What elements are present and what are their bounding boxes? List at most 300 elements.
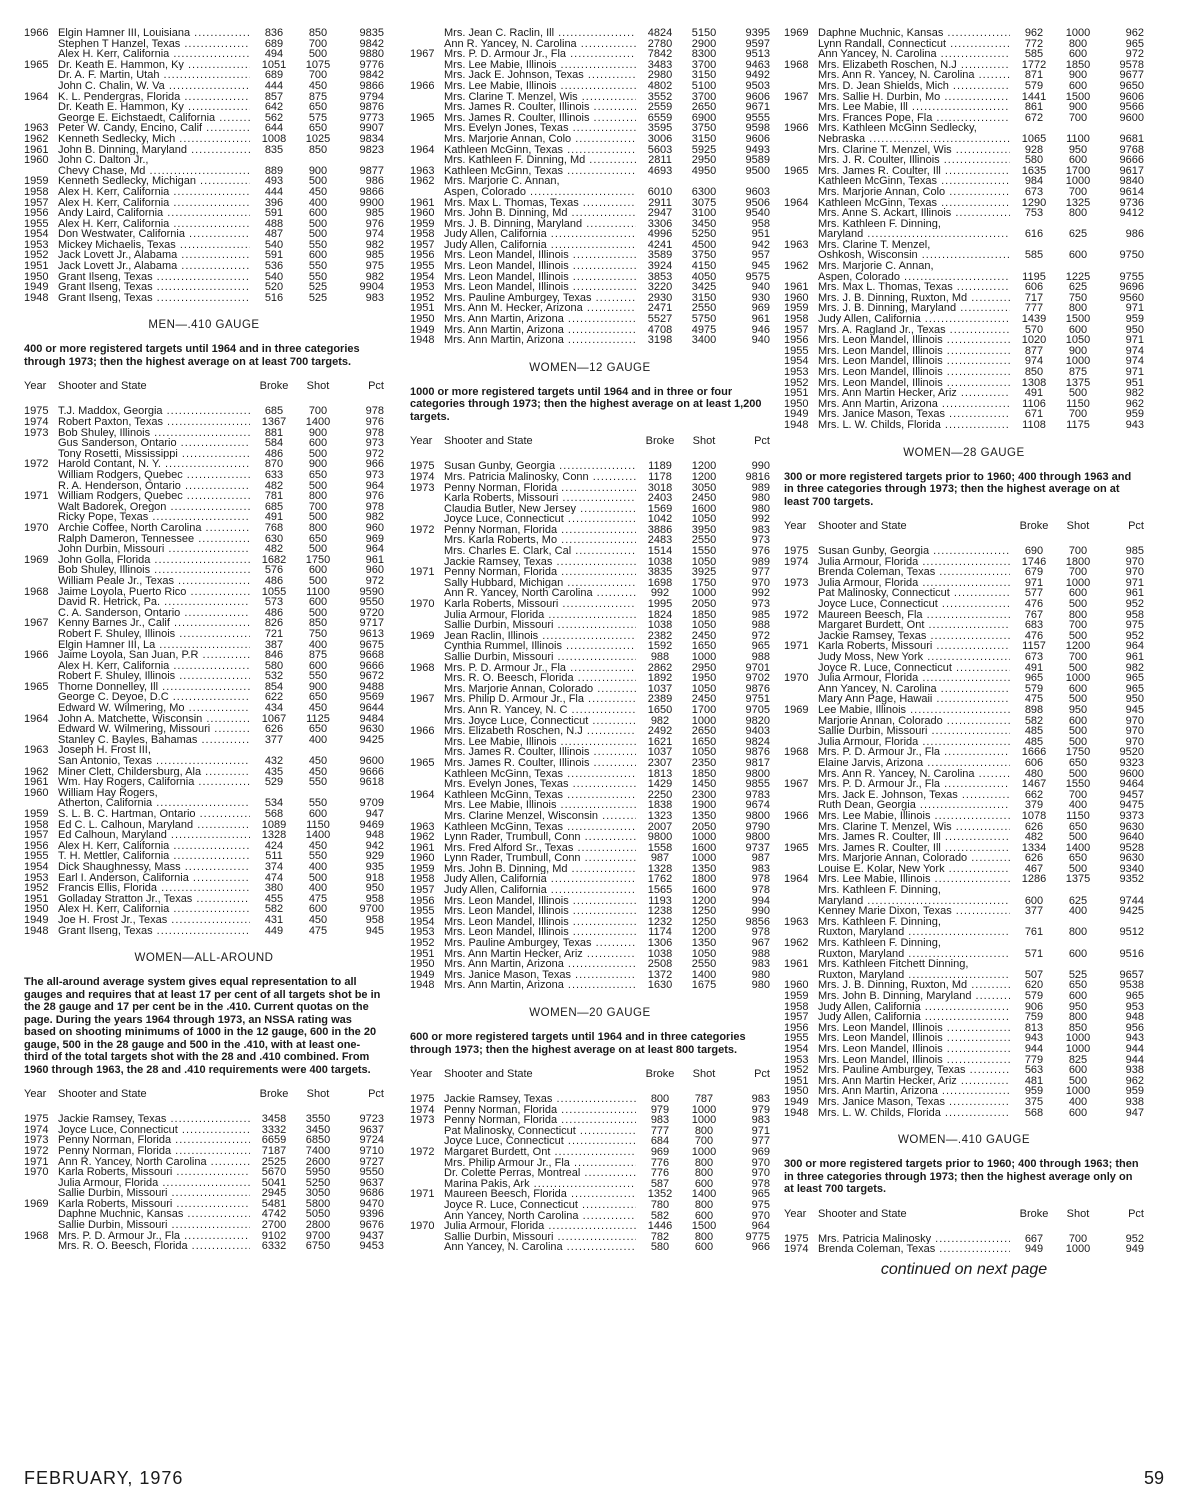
shooter-cell: Mrs. Ann Martin, Arizona ..... (444, 980, 636, 991)
pct-cell: 9876 (745, 746, 770, 759)
table-row (24, 703, 384, 714)
table-row (410, 145, 770, 156)
pct-cell: 964 (1125, 640, 1144, 653)
pct-cell: 988 (751, 947, 770, 960)
table-row (410, 853, 770, 864)
table-row (24, 1241, 384, 1252)
shooter-cell: Ruxton, Maryland ..... (818, 970, 1010, 981)
pct-cell: 9590 (359, 585, 384, 598)
pct-cell: 985 (1125, 545, 1144, 558)
broke-cell: 871 (1024, 69, 1044, 82)
table-row (24, 219, 384, 230)
table-row (784, 1244, 1144, 1255)
shot-cell: 550 (308, 670, 328, 683)
shooter-cell: Mrs. A. Ragland Jr., Texas ..... (818, 325, 1010, 336)
pct-cell: 938 (1125, 1064, 1144, 1077)
broke-cell: 965 (1024, 672, 1044, 685)
year-cell (410, 504, 444, 515)
table-row (784, 959, 1144, 970)
column-header: Broke (645, 435, 675, 448)
broke-cell: 3198 (647, 334, 673, 347)
pct-cell: 9606 (745, 132, 770, 145)
shooter-cell: Wm. Hay Rogers, California ..... (58, 777, 250, 788)
shot-cell: 750 (1068, 291, 1088, 304)
year-cell (410, 811, 444, 822)
shot-cell: 1350 (691, 809, 717, 822)
shooter-cell: Mickey Michaelis, Texas ..... (58, 240, 250, 251)
year-cell (784, 187, 818, 198)
broke-cell: 1055 (261, 585, 287, 598)
year-cell: 1959 (24, 808, 49, 820)
shot-cell: 450 (308, 702, 328, 715)
table-row (784, 864, 1144, 875)
table-row (784, 314, 1144, 325)
broke-cell: 1037 (647, 682, 673, 695)
broke-cell: 1630 (647, 979, 673, 992)
shooter-cell: Bob Shuley, Illinois ..... (58, 428, 250, 439)
pct-cell: 9412 (1119, 207, 1144, 220)
table-row (24, 661, 384, 672)
shooter-cell: Mrs. Clarine T. Menzel, Wis ..... (818, 822, 1010, 833)
shot-cell: 1500 (1065, 90, 1091, 103)
broke-cell: 759 (1024, 1011, 1044, 1024)
table-row (784, 60, 1144, 71)
broke-cell: 475 (1024, 693, 1044, 706)
table-row (410, 599, 770, 610)
shooter-cell: Ed Calhoun, Maryland ..... (58, 830, 250, 841)
shot-cell: 550 (308, 260, 328, 273)
shot-cell: 550 (308, 797, 328, 810)
shot-cell: 3950 (691, 523, 717, 536)
pct-cell: 9637 (359, 1123, 384, 1136)
year-cell: 1968 (784, 58, 809, 71)
pct-cell: 9597 (745, 37, 770, 50)
year-cell: 1972 (784, 608, 809, 621)
year-cell (410, 1242, 444, 1253)
broke-cell: 1352 (647, 1188, 673, 1201)
pct-cell: 944 (1125, 1042, 1144, 1055)
shooter-cell: Marjorie Annan, Colorado ..... (818, 716, 1010, 727)
pct-cell: 940 (751, 281, 770, 294)
table-row (24, 862, 384, 873)
table-row (784, 367, 1144, 378)
table-row (410, 1094, 770, 1105)
shooter-cell: Alex H. Kerr, California ..... (58, 198, 250, 209)
pct-cell: 971 (1125, 576, 1144, 589)
pct-cell: 9463 (745, 58, 770, 71)
table-row (410, 557, 770, 568)
year-cell (410, 737, 444, 748)
shot-cell: 2550 (691, 302, 717, 315)
shooter-cell: Jackie Ramsey, Texas ..... (444, 557, 636, 568)
table-header (784, 520, 1144, 532)
year-cell: 1970 (24, 1166, 49, 1179)
broke-cell: 3924 (647, 260, 673, 273)
shot-cell: 600 (308, 903, 328, 916)
pct-cell: 972 (365, 574, 384, 587)
shot-cell: 700 (1068, 788, 1088, 801)
shot-cell: 500 (308, 543, 328, 556)
table-row (410, 970, 770, 981)
shooter-cell: Mrs. R. O. Beesch, Florida ..... (58, 1241, 250, 1252)
shooter-cell: John B. Dinning, Maryland ..... (58, 145, 250, 156)
year-cell (24, 1178, 58, 1189)
column-header: Shooter and State (818, 520, 907, 533)
table-row (24, 481, 384, 492)
table-row (784, 70, 1144, 81)
year-cell (410, 134, 444, 145)
shooter-cell: Mary Ann Page, Hawaii ..... (818, 694, 1010, 705)
shooter-cell: Kenney Marie Dixon, Texas ..... (818, 906, 1010, 917)
shooter-cell: Pat Malinosky, Connecticut ..... (444, 1126, 636, 1137)
table-row (410, 1189, 770, 1200)
year-cell: 1967 (410, 48, 435, 61)
shooter-cell: Golladay Stratton Jr., Texas ..... (58, 894, 250, 905)
pct-cell: 9352 (1119, 873, 1144, 886)
shot-cell: 1050 (691, 682, 717, 695)
table-row (784, 800, 1144, 811)
shot-cell: 7400 (305, 1144, 331, 1157)
shot-cell: 950 (1068, 143, 1088, 156)
broke-cell: 672 (1024, 111, 1044, 124)
year-cell: 1959 (410, 862, 435, 875)
pct-cell: 994 (751, 894, 770, 907)
year-cell (410, 535, 444, 546)
table-row (410, 28, 770, 39)
pct-cell: 947 (1125, 1106, 1144, 1119)
shooter-cell: Mrs. Leon Mandel, Illinois ..... (444, 917, 636, 928)
year-cell (410, 578, 444, 589)
table-row (24, 1157, 384, 1168)
shooter-cell: Mrs. Leon Mandel, Illinois ..... (818, 1044, 1010, 1055)
table-row (784, 134, 1144, 145)
shot-cell: 450 (308, 765, 328, 778)
broke-cell: 2930 (647, 291, 673, 304)
pct-cell: 973 (751, 598, 770, 611)
year-cell: 1974 (410, 470, 435, 483)
table-row (24, 830, 384, 841)
shot-cell: 1200 (691, 926, 717, 939)
broke-cell: 671 (1024, 408, 1044, 421)
table-row (410, 1136, 770, 1147)
pct-cell: 930 (751, 291, 770, 304)
broke-cell: 435 (264, 765, 284, 778)
shot-cell: 5250 (305, 1176, 331, 1189)
pct-cell: 9555 (745, 111, 770, 124)
pct-cell: 965 (1125, 37, 1144, 50)
pct-cell: 9469 (359, 818, 384, 831)
year-cell: 1961 (24, 143, 49, 156)
pct-cell: 942 (365, 839, 384, 852)
broke-cell: 579 (1024, 79, 1044, 92)
shooter-cell: Kathleen McGinn, Texas ..... (444, 769, 636, 780)
pct-cell: 967 (751, 937, 770, 950)
shooter-cell: Mrs. J. B. Dinning, Maryland ..... (444, 219, 636, 230)
shooter-cell: Mrs. Leon Mandel, Illinois ..... (818, 1055, 1010, 1066)
year-cell (24, 597, 58, 608)
broke-cell: 1467 (1021, 778, 1047, 791)
shooter-cell: Mrs. Ann M. Hecker, Arizona ..... (444, 303, 636, 314)
shooter-cell: Mrs. Leon Mandel, Illinois ..... (818, 346, 1010, 357)
pct-cell: 9516 (1119, 947, 1144, 960)
shot-cell: 787 (694, 1093, 714, 1105)
shooter-cell: Mrs. Leon Mandel, Illinois ..... (444, 250, 636, 261)
table-row (410, 620, 770, 631)
table-row (784, 1065, 1144, 1076)
shooter-cell: Penny Norman, Florida ..... (444, 483, 636, 494)
broke-cell: 9800 (647, 831, 673, 844)
table-row (784, 356, 1144, 367)
shooter-cell: Alex H. Kerr, California ..... (58, 661, 250, 672)
table-row (24, 134, 384, 145)
year-cell (410, 641, 444, 652)
column-header: Pct (1128, 520, 1144, 533)
pct-cell: 969 (751, 1145, 770, 1158)
shooter-cell: Daphne Muchnic, Kansas ..... (818, 28, 1010, 39)
table-row (24, 745, 384, 756)
shooter-cell: John C. Dalton Jr., (58, 155, 149, 166)
broke-cell: 474 (264, 871, 284, 884)
shot-cell: 5950 (305, 1166, 331, 1179)
shot-cell: 550 (308, 776, 328, 789)
broke-cell: 1698 (647, 576, 673, 589)
year-cell: 1956 (24, 207, 49, 220)
record-section (784, 28, 1144, 431)
pct-cell: 9666 (359, 765, 384, 778)
table-row (410, 261, 770, 272)
shooter-cell: Robert F. Shuley, Illinois ..... (58, 671, 250, 682)
broke-cell: 587 (650, 1177, 670, 1190)
broke-cell: 3483 (647, 58, 673, 71)
shooter-cell: Mrs. Kathleen Fitchett Dinning, (818, 959, 969, 970)
pct-cell: 978 (365, 500, 384, 513)
pct-cell: 978 (751, 1177, 770, 1190)
table-row (784, 420, 1144, 431)
broke-cell: 983 (650, 1114, 670, 1127)
table-row (24, 1135, 384, 1146)
table-row (24, 534, 384, 545)
pct-cell: 969 (365, 532, 384, 545)
pct-cell: 9723 (359, 1113, 384, 1126)
pct-cell: 9816 (745, 470, 770, 483)
section-title: WOMEN—28 GAUGE (903, 446, 1025, 459)
table-row (410, 187, 770, 198)
broke-cell: 568 (1024, 1106, 1044, 1119)
pct-cell: 966 (751, 1241, 770, 1254)
shot-cell: 3425 (691, 281, 717, 294)
broke-cell: 1195 (1022, 270, 1046, 283)
pct-cell: 9437 (359, 1229, 384, 1242)
shot-cell: 1200 (691, 894, 717, 907)
table-row (784, 1033, 1144, 1044)
shooter-cell: Louise E. Kolar, New York ..... (818, 864, 1010, 875)
shooter-cell: Aspen, Colorado ..... (818, 272, 1010, 283)
shot-cell: 400 (308, 860, 328, 873)
table-row (24, 155, 384, 166)
record-section (784, 447, 1144, 1119)
shooter-cell: Karla Roberts, Missouri ..... (818, 641, 1010, 652)
broke-cell: 979 (650, 1103, 670, 1116)
year-cell: 1963 (784, 915, 809, 928)
table-row (410, 1232, 770, 1243)
broke-cell: 626 (1024, 852, 1044, 865)
year-cell (24, 629, 58, 640)
pct-cell: 971 (1125, 302, 1144, 315)
shooter-cell: Mrs. Marjorie Annan, Colo ..... (444, 134, 636, 145)
pct-cell: 970 (1125, 555, 1144, 568)
shot-cell: 1350 (691, 862, 717, 875)
broke-cell: 562 (264, 111, 284, 124)
table-row (410, 514, 770, 525)
year-cell: 1964 (410, 788, 435, 801)
year-cell: 1959 (784, 990, 809, 1002)
broke-cell: 1323 (647, 809, 673, 822)
shot-cell: 550 (308, 238, 328, 251)
shooter-cell: Chevy Chase, Md ..... (58, 166, 250, 177)
year-cell (784, 102, 818, 113)
column-1 (24, 28, 384, 1252)
shot-cell: 3450 (691, 217, 717, 230)
shooter-cell: John A. Matchette, Wisconsin ..... (58, 714, 250, 725)
year-cell: 1952 (784, 376, 809, 389)
shooter-cell: Mrs. Evelyn Jones, Texas ..... (444, 779, 636, 790)
pct-cell: 951 (751, 228, 770, 241)
year-cell: 1960 (24, 786, 49, 799)
pct-cell: 962 (1125, 397, 1144, 410)
table-row (24, 1188, 384, 1199)
shot-cell: 450 (308, 913, 328, 926)
shot-cell: 1050 (691, 619, 717, 632)
year-cell: 1961 (410, 196, 435, 209)
pct-cell: 986 (1125, 228, 1144, 241)
year-cell: 1975 (24, 1113, 49, 1126)
shooter-cell: Ann R. Yancey, North Carolina ..... (58, 1157, 250, 1168)
table-row (410, 779, 770, 790)
shooter-cell: Mrs. Kathleen McGinn Sedlecky, (818, 123, 977, 134)
table-row (410, 747, 770, 758)
table-row (410, 822, 770, 833)
broke-cell: 870 (264, 458, 284, 471)
shooter-cell: Sallie Durbin, Missouri ..... (444, 1232, 636, 1243)
table-row (24, 576, 384, 587)
table-row (24, 544, 384, 555)
shot-cell: 1550 (691, 545, 717, 558)
pct-cell: 977 (751, 566, 770, 579)
year-cell: 1951 (784, 1074, 809, 1087)
year-cell: 1960 (24, 154, 49, 167)
broke-cell: 494 (264, 48, 284, 61)
table-row (410, 949, 770, 960)
year-cell: 1948 (24, 924, 49, 937)
table-row (410, 461, 770, 472)
broke-cell: 3220 (647, 281, 673, 294)
shooter-cell: Alex H. Kerr, California ..... (58, 904, 250, 915)
shot-cell: 5925 (691, 143, 717, 156)
table-row (784, 229, 1144, 240)
year-cell: 1974 (24, 1123, 49, 1136)
shot-cell: 900 (308, 680, 328, 693)
broke-cell: 2508 (647, 958, 673, 971)
pct-cell: 979 (751, 1103, 770, 1116)
shooter-cell: S. L. B. C. Hartman, Ontario ..... (58, 809, 250, 820)
table-row (24, 229, 384, 240)
table-row (784, 1086, 1144, 1097)
pct-cell: 9900 (359, 196, 384, 209)
year-cell: 1975 (410, 1093, 435, 1105)
shooter-cell: Penny Norman, Florida ..... (58, 1146, 250, 1157)
shooter-cell: Harold Contant, N. Y. ..... (58, 459, 250, 470)
column-header: Shooter and State (444, 1068, 533, 1080)
broke-cell: 1367 (261, 416, 287, 429)
shooter-cell: Ann Yancey, N. Carolina ..... (444, 1242, 636, 1253)
table-row (784, 546, 1144, 557)
broke-cell: 992 (650, 587, 670, 600)
table-row (410, 176, 770, 187)
shot-cell: 1075 (305, 58, 331, 71)
broke-cell: 1020 (1021, 334, 1047, 347)
year-cell: 1958 (784, 313, 809, 326)
shooter-cell: Julia Armour, Florida ..... (818, 578, 1010, 589)
shooter-cell: Mrs. J. B. Dinning, Maryland ..... (818, 303, 1010, 314)
shooter-cell: Mrs. Fred Alford Sr., Texas ..... (444, 843, 636, 854)
shot-cell: 950 (1068, 1000, 1088, 1013)
year-cell: 1952 (410, 291, 435, 304)
shooter-cell: Stanley C. Bayles, Bahamas ..... (58, 735, 250, 746)
pct-cell: 973 (365, 437, 384, 450)
shooter-cell: Mrs. Leon Mandel, Illinois ..... (818, 1033, 1010, 1044)
year-cell: 1951 (410, 947, 435, 960)
shot-cell: 850 (1068, 1021, 1088, 1034)
table-row (410, 1211, 770, 1222)
table-row (784, 663, 1144, 674)
broke-cell: 486 (264, 574, 284, 587)
year-cell: 1965 (784, 164, 809, 177)
pct-cell: 9677 (1119, 69, 1144, 82)
table-row (410, 525, 770, 536)
shot-cell: 875 (308, 649, 328, 662)
shot-cell: 1000 (1065, 576, 1091, 589)
broke-cell: 9102 (261, 1229, 287, 1242)
pct-cell: 9755 (1119, 270, 1144, 283)
shooter-cell: Mrs. Sallie H. Durbin, Mo ..... (818, 92, 1010, 103)
table-row (24, 915, 384, 926)
pct-cell: 9640 (1119, 831, 1144, 844)
shooter-cell: Brenda Coleman, Texas ..... (818, 567, 1010, 578)
shooter-cell: Lynn Rader, Trumbull, Conn ..... (444, 853, 636, 864)
pct-cell: 945 (1125, 703, 1144, 716)
year-cell: 1955 (410, 260, 435, 273)
shooter-cell: Judy Allen, California ..... (444, 229, 636, 240)
shooter-cell: Mrs. Lee Mabie, Ill ..... (818, 102, 1010, 113)
shot-cell: 1000 (691, 1103, 717, 1116)
broke-cell: 854 (264, 680, 284, 693)
year-cell: 1953 (410, 926, 435, 939)
table-row (784, 673, 1144, 684)
year-cell: 1968 (410, 661, 435, 674)
pct-cell: 9457 (1119, 788, 1144, 801)
year-cell: 1953 (784, 366, 809, 378)
broke-cell: 3853 (647, 270, 673, 283)
table-row (784, 779, 1144, 790)
year-cell: 1951 (24, 892, 49, 905)
shot-cell: 1400 (1065, 841, 1091, 854)
shot-cell: 1175 (1066, 418, 1090, 431)
pct-cell: 960 (365, 521, 384, 534)
shot-cell: 1600 (691, 841, 717, 854)
broke-cell: 1621 (647, 735, 673, 748)
shot-cell: 1650 (691, 735, 717, 748)
pct-cell: 9464 (1119, 778, 1144, 791)
